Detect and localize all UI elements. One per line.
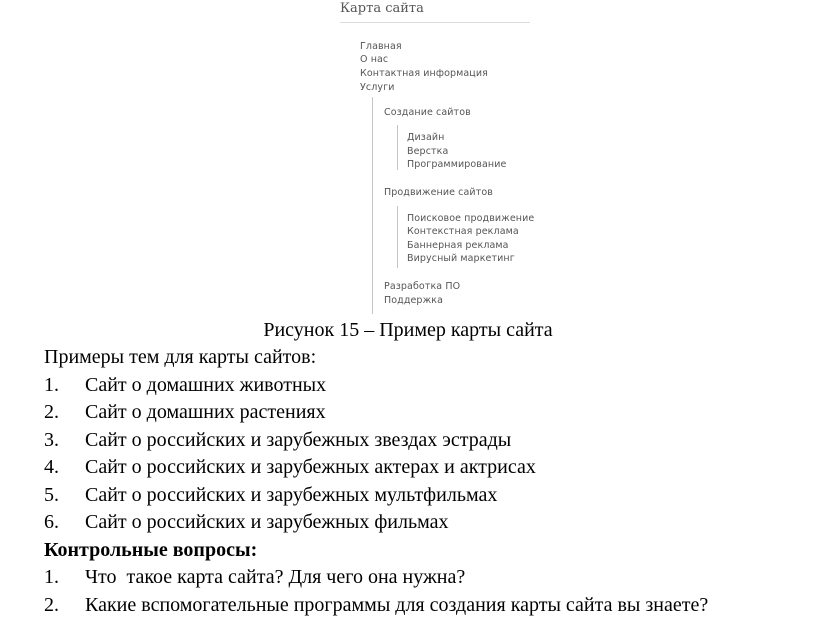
list-number: 4. [44, 454, 85, 482]
sitemap-item-web-creation[interactable]: Создание сайтов [384, 107, 471, 118]
sitemap-item-design[interactable]: Дизайн [407, 132, 444, 143]
list-text: Сайт о домашних животных [85, 372, 326, 400]
list-number: 2. [44, 592, 85, 619]
sitemap-item-programming[interactable]: Программирование [407, 159, 506, 170]
sitemap-item-context-ads[interactable]: Контекстная реклама [407, 226, 519, 237]
sitemap-item-home[interactable]: Главная [360, 41, 402, 52]
sitemap-item-promotion[interactable]: Продвижение сайтов [384, 187, 493, 198]
list-item [44, 427, 816, 455]
services-tree-line [372, 97, 373, 314]
sitemap-item-support[interactable]: Поддержка [384, 295, 443, 306]
list-item [44, 399, 816, 427]
questions-list [44, 564, 816, 619]
examples-list [44, 372, 816, 537]
list-text: Сайт о российских и зарубежных звездах эстрады [85, 427, 511, 455]
list-text: Сайт о российских и зарубежных мультфильмах [85, 482, 497, 510]
list-text: Какие вспомогательные программы для создания карты сайта вы знаете? [85, 592, 708, 619]
list-item [44, 454, 816, 482]
list-item [44, 509, 816, 537]
list-number: 5. [44, 482, 85, 510]
examples-heading: Примеры тем для карты сайтов: [44, 344, 816, 372]
document-body [44, 344, 816, 619]
list-number: 6. [44, 509, 85, 537]
sitemap-item-viral-marketing[interactable]: Вирусный маркетинг [407, 253, 515, 264]
figure-caption: Рисунок 15 – Пример карты сайта [0, 319, 816, 342]
questions-heading: Контрольные вопросы: [44, 537, 816, 565]
title-divider [340, 22, 530, 23]
sitemap-item-seo[interactable]: Поисковое продвижение [407, 213, 534, 224]
list-number: 1. [44, 372, 85, 400]
list-item [44, 372, 816, 400]
list-text: Что такое карта сайта? Для чего она нужна? [85, 564, 465, 592]
promotion-tree-line [397, 206, 398, 268]
list-number: 2. [44, 399, 85, 427]
sitemap-item-services[interactable]: Услуги [360, 82, 394, 93]
sitemap-item-markup[interactable]: Верстка [407, 146, 448, 157]
sitemap-item-banner-ads[interactable]: Баннерная реклама [407, 240, 509, 251]
list-text: Сайт о российских и зарубежных фильмах [85, 509, 448, 537]
sitemap-title: Карта сайта [340, 1, 424, 16]
sitemap-item-software[interactable]: Разработка ПО [384, 281, 460, 292]
list-text: Сайт о домашних растениях [85, 399, 326, 427]
sitemap-item-contacts[interactable]: Контактная информация [360, 68, 488, 79]
list-number: 1. [44, 564, 85, 592]
list-number: 3. [44, 427, 85, 455]
list-text: Сайт о российских и зарубежных актерах и актрисах [85, 454, 536, 482]
sitemap-item-about[interactable]: О нас [360, 54, 388, 65]
list-item [44, 482, 816, 510]
list-item [44, 564, 816, 592]
web-creation-tree-line [397, 125, 398, 170]
list-item [44, 592, 816, 619]
